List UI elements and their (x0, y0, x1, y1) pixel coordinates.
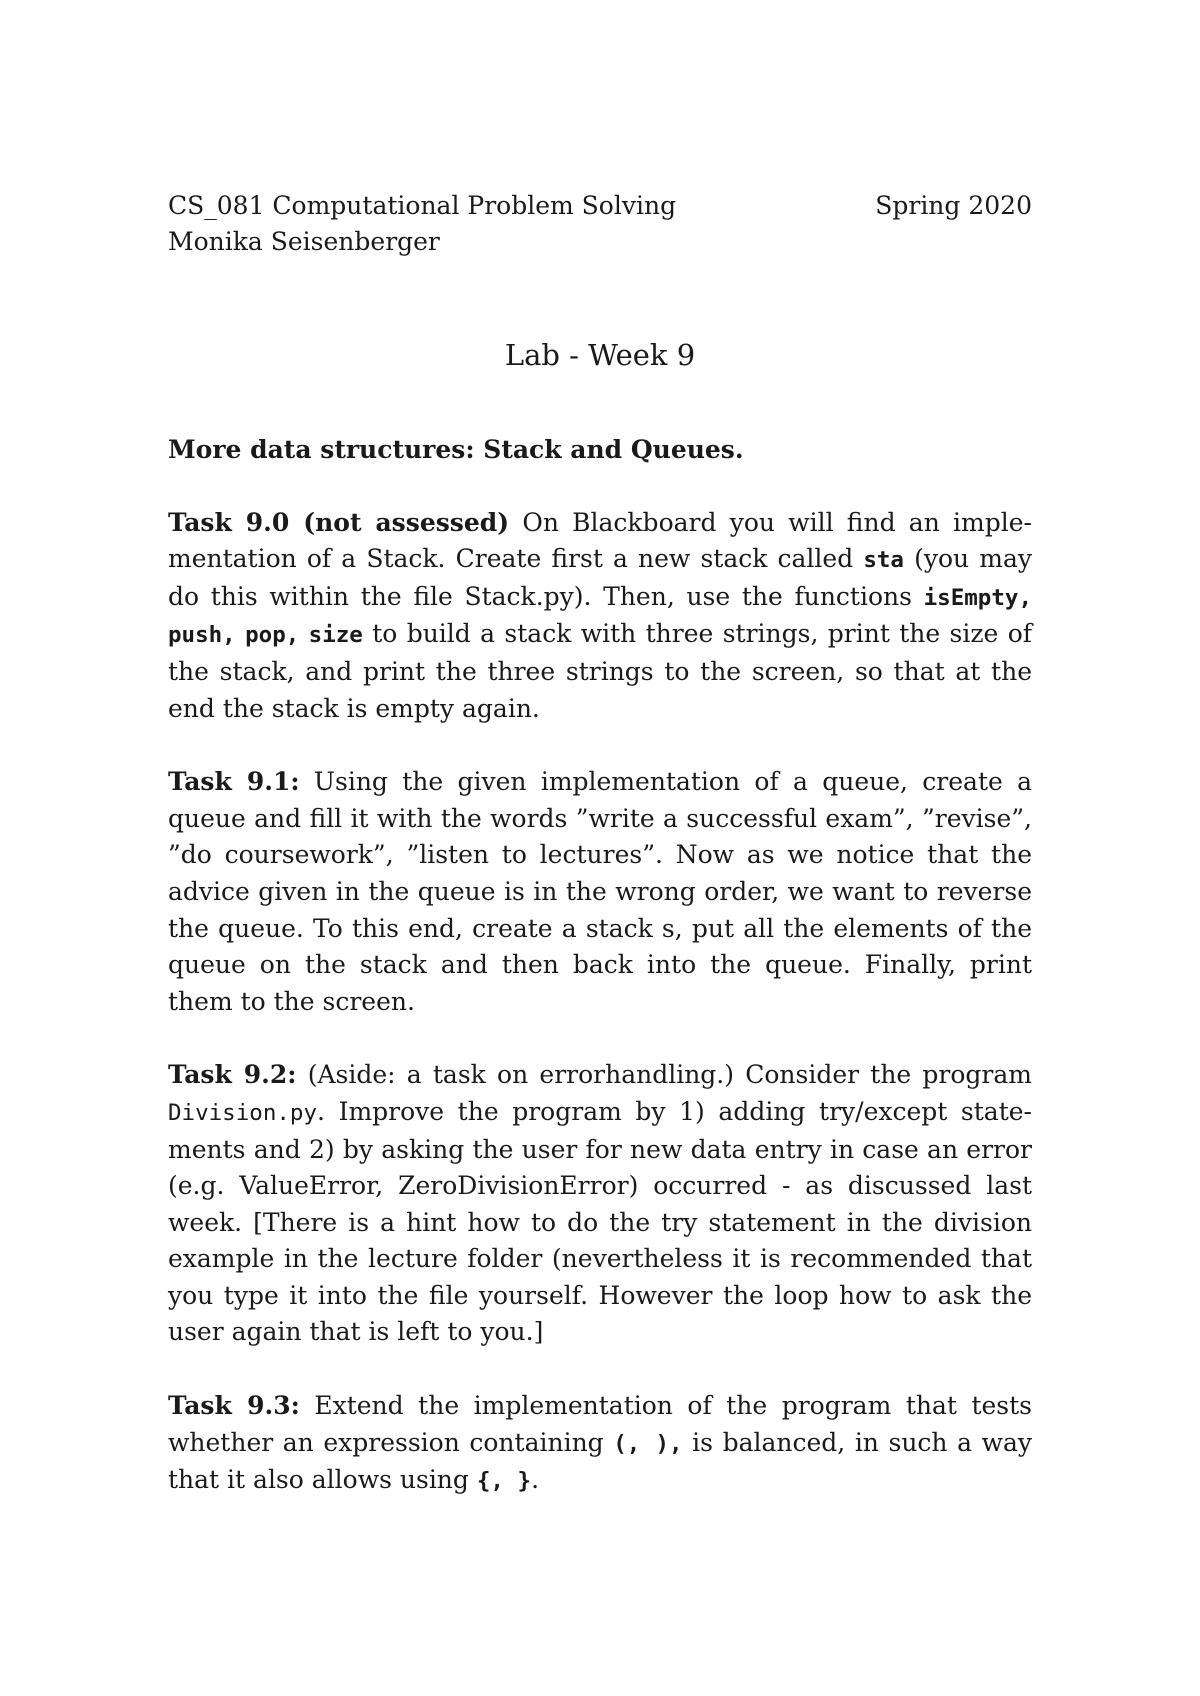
task-text-segment (236, 619, 245, 648)
task-text-segment: (you may do this within the file Stack.py). Then, use the functions (168, 544, 1032, 611)
inline-code: push, (168, 622, 236, 649)
task-9-1 (168, 764, 1032, 1020)
task-9-3 (168, 1388, 1032, 1500)
task-label: Task 9.2: (168, 1060, 297, 1090)
task-text-segment: (Aside: a task on errorhandling.) Consider the program (296, 1060, 1032, 1090)
inline-code: size (308, 622, 363, 649)
document-header (168, 188, 1032, 260)
task-9-0 (168, 505, 1032, 728)
section-intro: More data structures: Stack and Queues. (168, 435, 744, 464)
task-text-segment: is balanced, in such a way that it also allows using (168, 1427, 1033, 1495)
task-text (168, 508, 1032, 723)
task-text-segment: . Improve the program by 1) adding try/except statements and 2) by asking the user for new data entry in case an error (e.g. ValueError, ZeroDivisionError) occurred - as discussed last week. [There is a hint how to do the try statement in the division example in the lecture folder (nevertheless it is recommended that you type it into the file yourself. However the loop how to ask the user again that is left to you.] (168, 1096, 1032, 1347)
author-name: Monika Seisenberger (168, 227, 440, 256)
task-label: Task 9.0 (not assessed) (168, 507, 510, 537)
task-label: Task 9.1: (168, 767, 300, 797)
inline-code: (, ), (613, 1430, 683, 1457)
task-text-segment: to build a stack with three strings, print the size of the stack, and print the three strings to the screen, so that at the end the stack is empty again. (168, 619, 1033, 723)
page-title: Lab - Week 9 (504, 338, 696, 372)
task-text-segment: . (531, 1465, 540, 1495)
task-text-segment: Extend the implementation of the program that tests whether an expression containing (168, 1391, 1032, 1457)
document-body (168, 432, 1032, 1537)
header-row (168, 188, 1032, 224)
task-text-segment: Using the given implementation of a queue, create a queue and fill it with the words ”write a successful exam”, ”revise”, ”do coursework”, ”listen to lectures”. Now as we notice that the advice given in the queue is in the wrong order, we want to reverse the queue. To this end, create a stack s, put all the elements of the queue on the stack and then back into the queue. Finally, print them to the screen. (168, 767, 1033, 1016)
task-label: Task 9.3: (168, 1391, 300, 1421)
task-text (168, 1060, 1032, 1346)
inline-code: isEmpty, (923, 584, 1032, 611)
task-text-segment (299, 619, 308, 648)
inline-code: sta (863, 547, 904, 574)
task-text-segment: On Blackboard you will find an implementation of a Stack. Create first a new stack called (168, 507, 1032, 574)
course-name: CS_081 Computational Problem Solving (168, 191, 677, 220)
inline-code: pop, (245, 622, 300, 649)
term: Spring 2020 (875, 191, 1032, 220)
task-9-2 (168, 1057, 1032, 1351)
task-text (168, 767, 1032, 1016)
inline-code: {, } (476, 1468, 532, 1495)
inline-code: Division.py (168, 1099, 318, 1126)
